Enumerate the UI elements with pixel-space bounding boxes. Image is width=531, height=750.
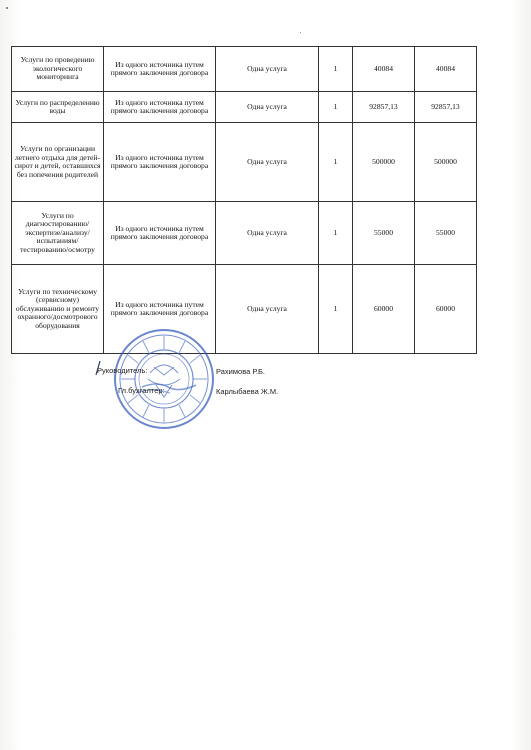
table-row (12, 92, 477, 123)
quantity-cell: 1 (319, 92, 353, 123)
unit-price-cell: 40084 (353, 47, 415, 92)
table-row (12, 123, 477, 202)
table-row (12, 265, 477, 354)
service-name-cell: Услуги по техническому (сервисному) обслуживанию и ремонту охранного/досмотрового оборудования (12, 265, 104, 354)
unit-price-cell: 55000 (353, 202, 415, 265)
service-name-cell: Услуги по проведению экологического мониторинга (12, 47, 104, 92)
procurement-method-cell: Из одного источника путем прямого заключения договора (104, 202, 216, 265)
unit-price-cell: 92857,13 (353, 92, 415, 123)
quantity-cell: 1 (319, 265, 353, 354)
procurement-method-cell: Из одного источника путем прямого заключения договора (104, 265, 216, 354)
service-name-cell: Услуги по организации летнего отдыха для детей-сирот и детей, оставшихся без попечения родителей (12, 123, 104, 202)
service-name-cell: Услуги по диагностированию/экспертизе/анализу/испытаниям/тестированию/осмотру (12, 202, 104, 265)
procurement-method-cell: Из одного источника путем прямого заключения договора (104, 92, 216, 123)
scan-speck (300, 32, 301, 33)
scan-speck (6, 7, 8, 9)
total-cell: 500000 (415, 123, 477, 202)
round-seal-icon (112, 327, 216, 431)
unit-price-cell: 500000 (353, 123, 415, 202)
service-name-cell: Услуги по распределению воды (12, 92, 104, 123)
total-cell: 60000 (415, 265, 477, 354)
quantity-cell: 1 (319, 123, 353, 202)
unit-cell: Одна услуга (216, 47, 319, 92)
unit-cell: Одна услуга (216, 202, 319, 265)
table-row (12, 202, 477, 265)
unit-cell: Одна услуга (216, 123, 319, 202)
accountant-label: Гл.бухгалтер: (118, 386, 165, 395)
unit-price-cell: 60000 (353, 265, 415, 354)
unit-cell: Одна услуга (216, 92, 319, 123)
director-label: Руководитель: (97, 366, 148, 375)
accountant-name: Карлыбаева Ж.М. (216, 387, 279, 396)
procurement-method-cell: Из одного источника путем прямого заключения договора (104, 123, 216, 202)
quantity-cell: 1 (319, 47, 353, 92)
total-cell: 40084 (415, 47, 477, 92)
procurement-method-cell: Из одного источника путем прямого заключения договора (104, 47, 216, 92)
total-cell: 55000 (415, 202, 477, 265)
table-row (12, 47, 477, 92)
total-cell: 92857,13 (415, 92, 477, 123)
unit-cell: Одна услуга (216, 265, 319, 354)
procurement-table (11, 46, 477, 354)
director-name: Рахимова Р.Б. (216, 367, 266, 376)
quantity-cell: 1 (319, 202, 353, 265)
